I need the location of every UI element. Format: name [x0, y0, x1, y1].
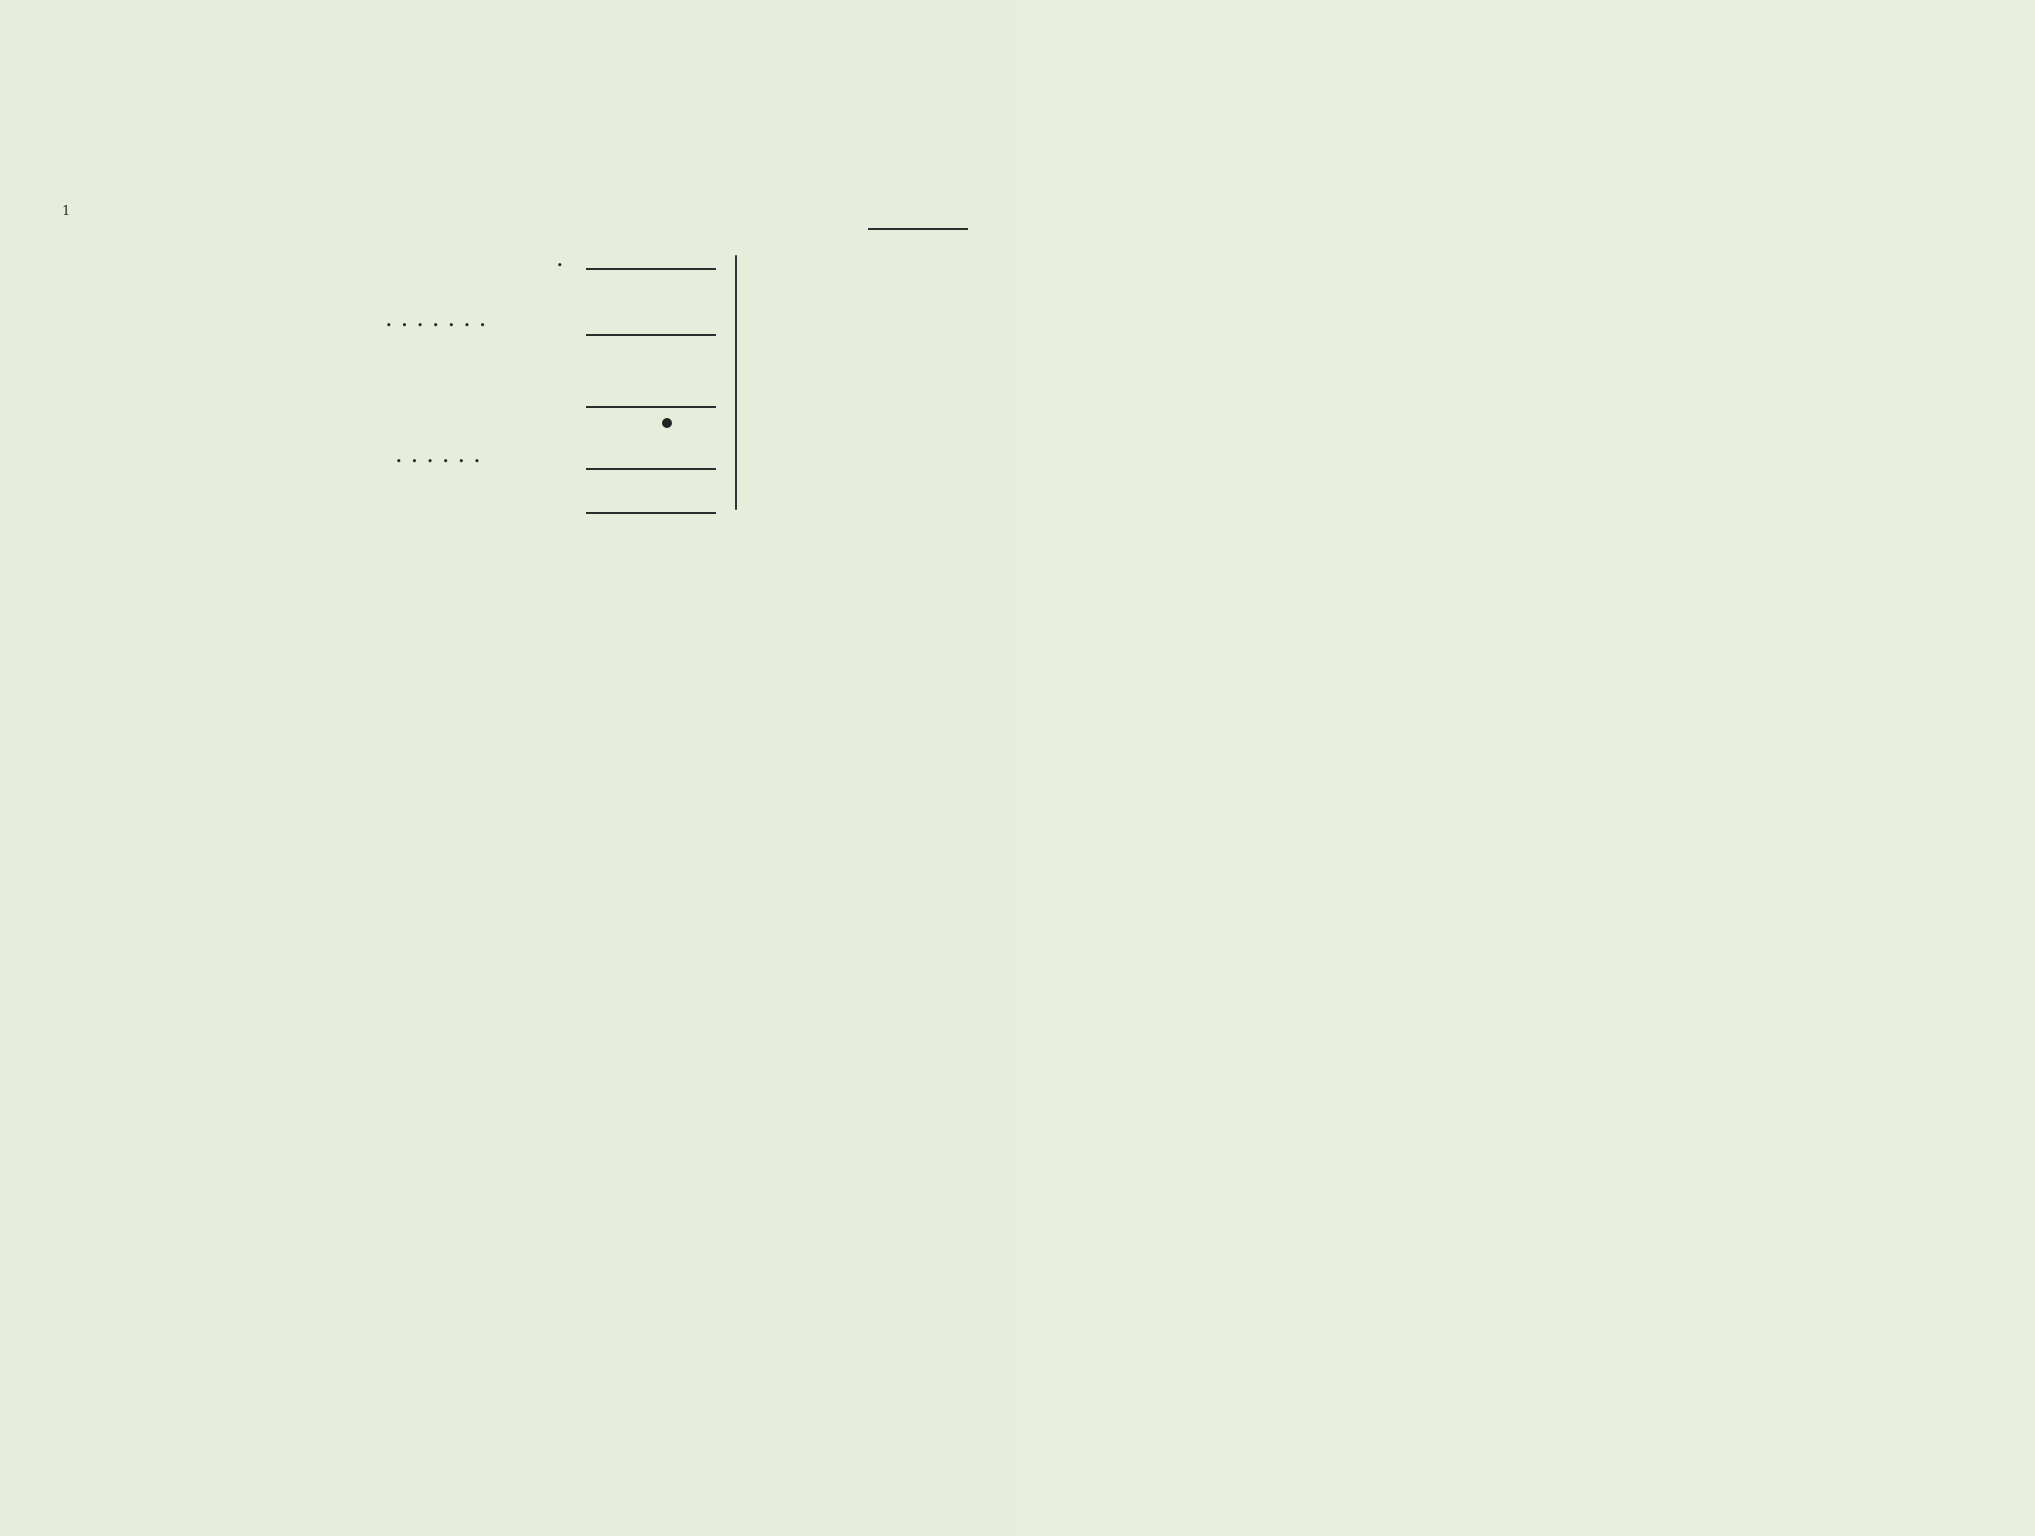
left-page: $^1$ . ....... ...... — [0, 0, 1017, 1536]
household-1-angi-line2: 1 — [62, 204, 71, 219]
